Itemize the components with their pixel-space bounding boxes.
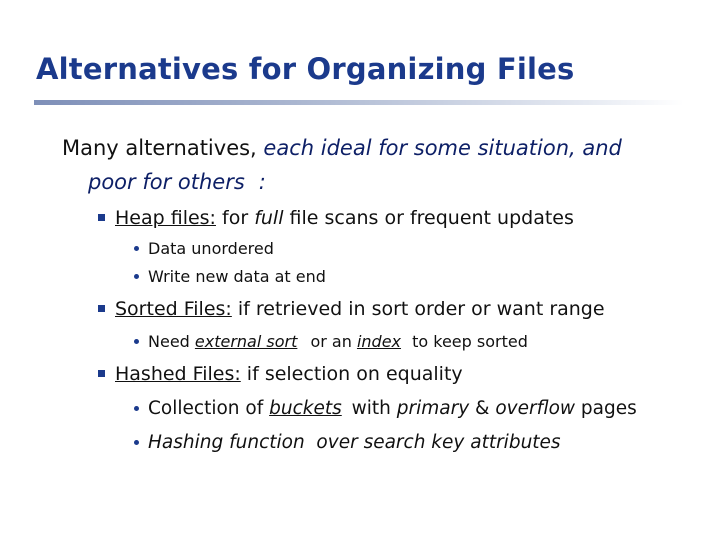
external-sort-term: external sort	[194, 332, 298, 351]
heap-sub1: Data unordered	[148, 239, 274, 258]
intro-line-1	[62, 136, 622, 160]
primary-term: primary	[396, 398, 470, 419]
dot-bullet-icon	[134, 339, 139, 344]
hashed-sub1-b: with	[345, 398, 397, 419]
heap-text-full: full	[254, 207, 284, 229]
square-bullet-icon	[98, 214, 105, 221]
sorted-sub-a: Need	[148, 332, 195, 351]
slide-title: Alternatives for Organizing Files	[36, 52, 575, 86]
square-bullet-icon	[98, 370, 105, 377]
sub-bullet-collection-of-buckets	[134, 398, 637, 419]
intro-emphasis-2: poor for others	[88, 170, 245, 194]
sorted-files-term: Sorted Files:	[115, 298, 232, 320]
intro-line-2	[88, 170, 266, 194]
dot-bullet-icon	[134, 274, 139, 279]
dot-bullet-icon	[134, 440, 139, 445]
sorted-sub-b: or an	[305, 332, 357, 351]
sorted-text: if retrieved in sort order or want range	[231, 298, 605, 320]
sub-bullet-need-external-sort	[134, 332, 528, 351]
overflow-term: overflow	[495, 398, 576, 419]
square-bullet-icon	[98, 305, 105, 312]
title-divider	[34, 100, 684, 105]
intro-colon: :	[258, 170, 266, 194]
heap-sub2: Write new data at end	[148, 267, 326, 286]
hashed-sub1-c: &	[469, 398, 496, 419]
hashed-sub2: Hashing function over search key attributes	[148, 432, 561, 453]
bullet-heap-files	[98, 207, 574, 229]
bullet-hashed-files	[98, 363, 463, 385]
hashed-sub1-a: Collection of	[148, 398, 270, 419]
heap-text-b: file scans or frequent updates	[283, 207, 574, 229]
hashed-text: if selection on equality	[240, 363, 463, 385]
index-term: index	[356, 332, 402, 351]
dot-bullet-icon	[134, 246, 139, 251]
intro-emphasis-1: each ideal for some situation, and	[263, 136, 622, 160]
heap-files-term: Heap files:	[115, 207, 216, 229]
hashed-files-term: Hashed Files:	[115, 363, 241, 385]
intro-lead: Many alternatives,	[62, 136, 264, 160]
sorted-sub-c: to keep sorted	[407, 332, 528, 351]
heap-text-a: for	[215, 207, 255, 229]
sub-bullet-data-unordered	[134, 239, 274, 258]
sub-bullet-write-new-data	[134, 267, 326, 286]
buckets-term: buckets	[269, 398, 342, 419]
dot-bullet-icon	[134, 406, 139, 411]
hashed-sub1-d: pages	[575, 398, 637, 419]
bullet-sorted-files	[98, 298, 605, 320]
sub-bullet-hashing-function	[134, 432, 561, 453]
